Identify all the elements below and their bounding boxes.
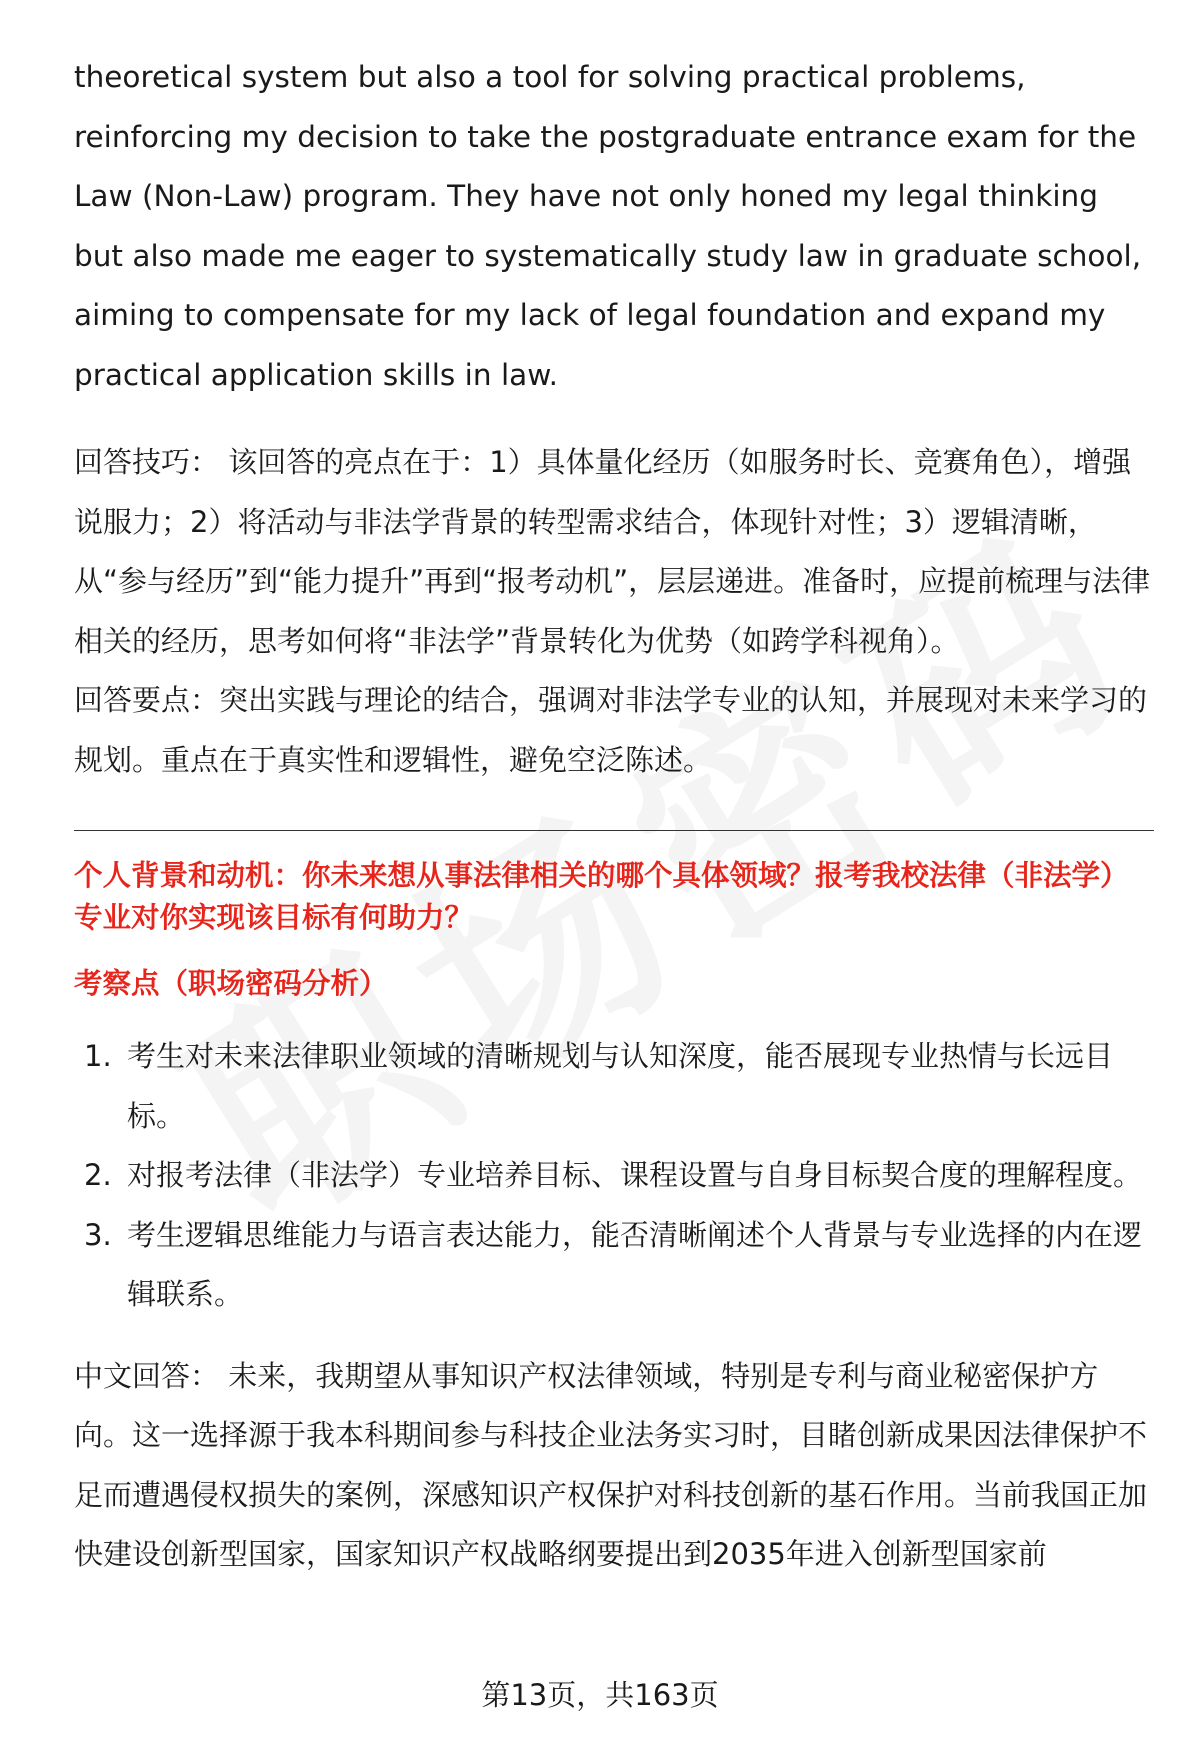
list-item-text: 考生对未来法律职业领域的清晰规划与认知深度，能否展现专业热情与长远目标。 [127, 1039, 1114, 1133]
page-number-footer: 第13页，共163页 [481, 1678, 719, 1712]
exam-points-list [74, 1027, 1154, 1325]
section-divider [74, 830, 1154, 831]
document-body [74, 48, 1154, 1585]
english-paragraph: theoretical system but also a tool for solving practical problems, reinforcing my decision to take the postgraduate entrance exam for the Law (Non-Law) program. They have not only honed my legal thinking but also made me eager to systematically study law in graduate school, aiming to compensate for my lack of legal foundation and expand my practical application skills in law. [74, 60, 1142, 392]
list-item [74, 1027, 1154, 1146]
list-item-text: 对报考法律（非法学）专业培养目标、课程设置与自身目标契合度的理解程度。 [127, 1158, 1143, 1192]
list-item [74, 1206, 1154, 1325]
list-item-number: 1. [84, 1039, 112, 1073]
question-title: 个人背景和动机：你未来想从事法律相关的哪个具体领域？报考我校法律（非法学）专业对你实现该目标有何助力？ [74, 859, 1129, 934]
list-item [74, 1146, 1154, 1206]
list-item-number: 2. [84, 1158, 112, 1192]
exam-points-heading: 考察点（职场密码分析） [74, 967, 388, 1000]
tips-paragraph: 回答技巧： 该回答的亮点在于：1）具体量化经历（如服务时长、竞赛角色），增强说服力；2）将活动与非法学背景的转型需求结合，体现针对性；3）逻辑清晰，从“参与经历”到“能力提升”再到“报考动机”，层层递进。准备时，应提前梳理与法律相关的经历，思考如何将“非法学”背景转化为优势（如跨学科视角）。 [74, 445, 1151, 658]
list-item-text: 考生逻辑思维能力与语言表达能力，能否清晰阐述个人背景与专业选择的内在逻辑联系。 [127, 1217, 1143, 1311]
list-item-number: 3. [84, 1217, 112, 1252]
chinese-answer-paragraph: 中文回答： 未来，我期望从事知识产权法律领域，特别是专利与商业秘密保护方向。这一选择源于我本科期间参与科技企业法务实习时，目睹创新成果因法律保护不足而遭遇侵权损失的案例，深感知识产权保护对科技创新的基石作用。当前我国正加快建设创新型国家，国家知识产权战略纲要提出到2035年进入创新型国家前 [74, 1358, 1148, 1571]
key-points-paragraph: 回答要点：突出实践与理论的结合，强调对非法学专业的认知，并展现对未来学习的规划。重点在于真实性和逻辑性，避免空泛陈述。 [74, 683, 1148, 777]
